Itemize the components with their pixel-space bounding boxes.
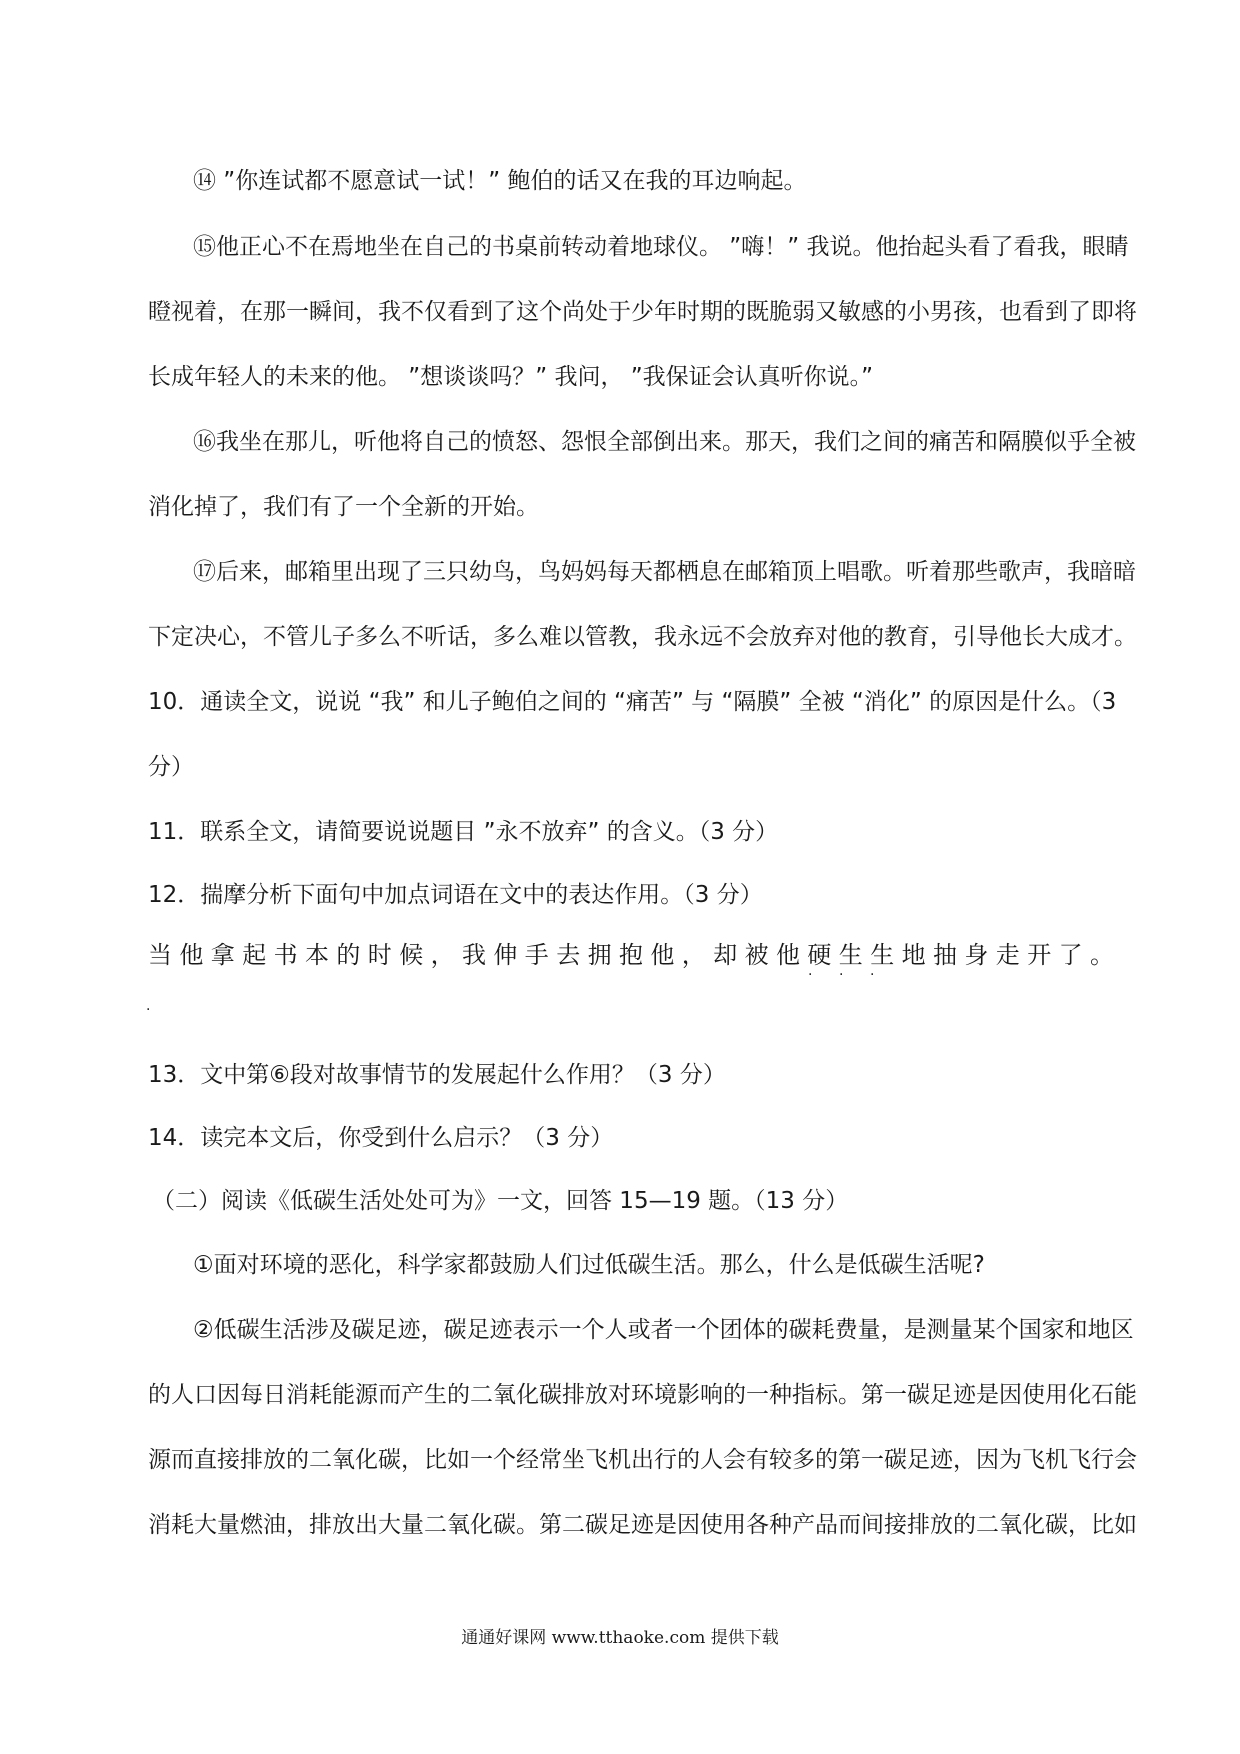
paragraph-15-line-2: 瞪视着，在那一瞬间，我不仅看到了这个尚处于少年时期的既脆弱又敏感的小男孩，也看到了即将 [148,299,1137,325]
paragraph-15-line-3: 长成年轻人的未来的他。 ”想谈谈吗？” 我问， ”我保证会认真听你说。” [148,364,874,390]
page-footer: 通通好课网 www.tthaoke.com 提供下载 [461,1628,779,1648]
question-12-sentence: 当他拿起书本的时候，我伸手去拥抱他，却被他硬生生地抽身走开了。 [148,941,1122,969]
emphasis-dot: · [808,967,813,983]
paragraph-17-line-1: ⑰后来，邮箱里出现了三只幼鸟，鸟妈妈每天都栖息在邮箱顶上唱歌。听着那些歌声，我暗暗 [193,559,1136,585]
question-12: 12．揣摩分析下面句中加点词语在文中的表达作用。（3 分） [148,882,763,908]
paragraph-17-line-2: 下定决心，不管儿子多么不听话，多么难以管教，我永远不会放弃对他的教育，引导他长大成才。 [148,624,1137,650]
section-2-paragraph-2-line-2: 的人口因每日消耗能源而产生的二氧化碳排放对环境影响的一种指标。第一碳足迹是因使用化石能 [148,1382,1137,1408]
section-2-paragraph-2-line-4: 消耗大量燃油，排放出大量二氧化碳。第二碳足迹是因使用各种产品而间接排放的二氧化碳，比如 [148,1512,1137,1538]
question-11: 11．联系全文，请简要说说题目 ”永不放弃” 的含义。（3 分） [148,819,779,845]
section-2-paragraph-1-line-1: ①面对环境的恶化，科学家都鼓励人们过低碳生活。那么，什么是低碳生活呢? [193,1252,985,1278]
question-10-line-2: 分） [148,754,194,780]
paragraph-15-line-1: ⑮他正心不在焉地坐在自己的书桌前转动着地球仪。 ”嗨！” 我说。他抬起头看了看我，眼睛 [193,234,1129,260]
emphasis-dot: · [839,967,844,983]
section-2-paragraph-2-line-1: ②低碳生活涉及碳足迹，碳足迹表示一个人或者一个团体的碳耗费量，是测量某个国家和地区 [193,1317,1134,1343]
emphasis-dot: · [870,967,875,983]
question-13: 13．文中第⑥段对故事情节的发展起什么作用？（3 分） [148,1062,726,1088]
section-2-heading: （二）阅读《低碳生活处处可为》一文，回答 15—19 题。（13 分） [152,1188,849,1214]
paragraph-16-line-1: ⑯我坐在那儿，听他将自己的愤怒、怨恨全部倒出来。那天，我们之间的痛苦和隔膜似乎全被 [193,429,1136,455]
question-14: 14．读完本文后，你受到什么启示？（3 分） [148,1125,614,1151]
question-10-line-1: 10．通读全文，说说 “我” 和儿子鲍伯之间的 “痛苦” 与 “隔膜” 全被 “消化” 的原因是什么。（3 [148,689,1117,715]
emphasis-dot: · [146,1002,151,1018]
section-2-paragraph-2-line-3: 源而直接排放的二氧化碳，比如一个经常坐飞机出行的人会有较多的第一碳足迹，因为飞机飞行会 [148,1447,1137,1473]
paragraph-16-line-2: 消化掉了，我们有了一个全新的开始。 [148,494,539,520]
paragraph-14-line-1: ⑭ ”你连试都不愿意试一试！” 鲍伯的话又在我的耳边响起。 [193,168,807,194]
